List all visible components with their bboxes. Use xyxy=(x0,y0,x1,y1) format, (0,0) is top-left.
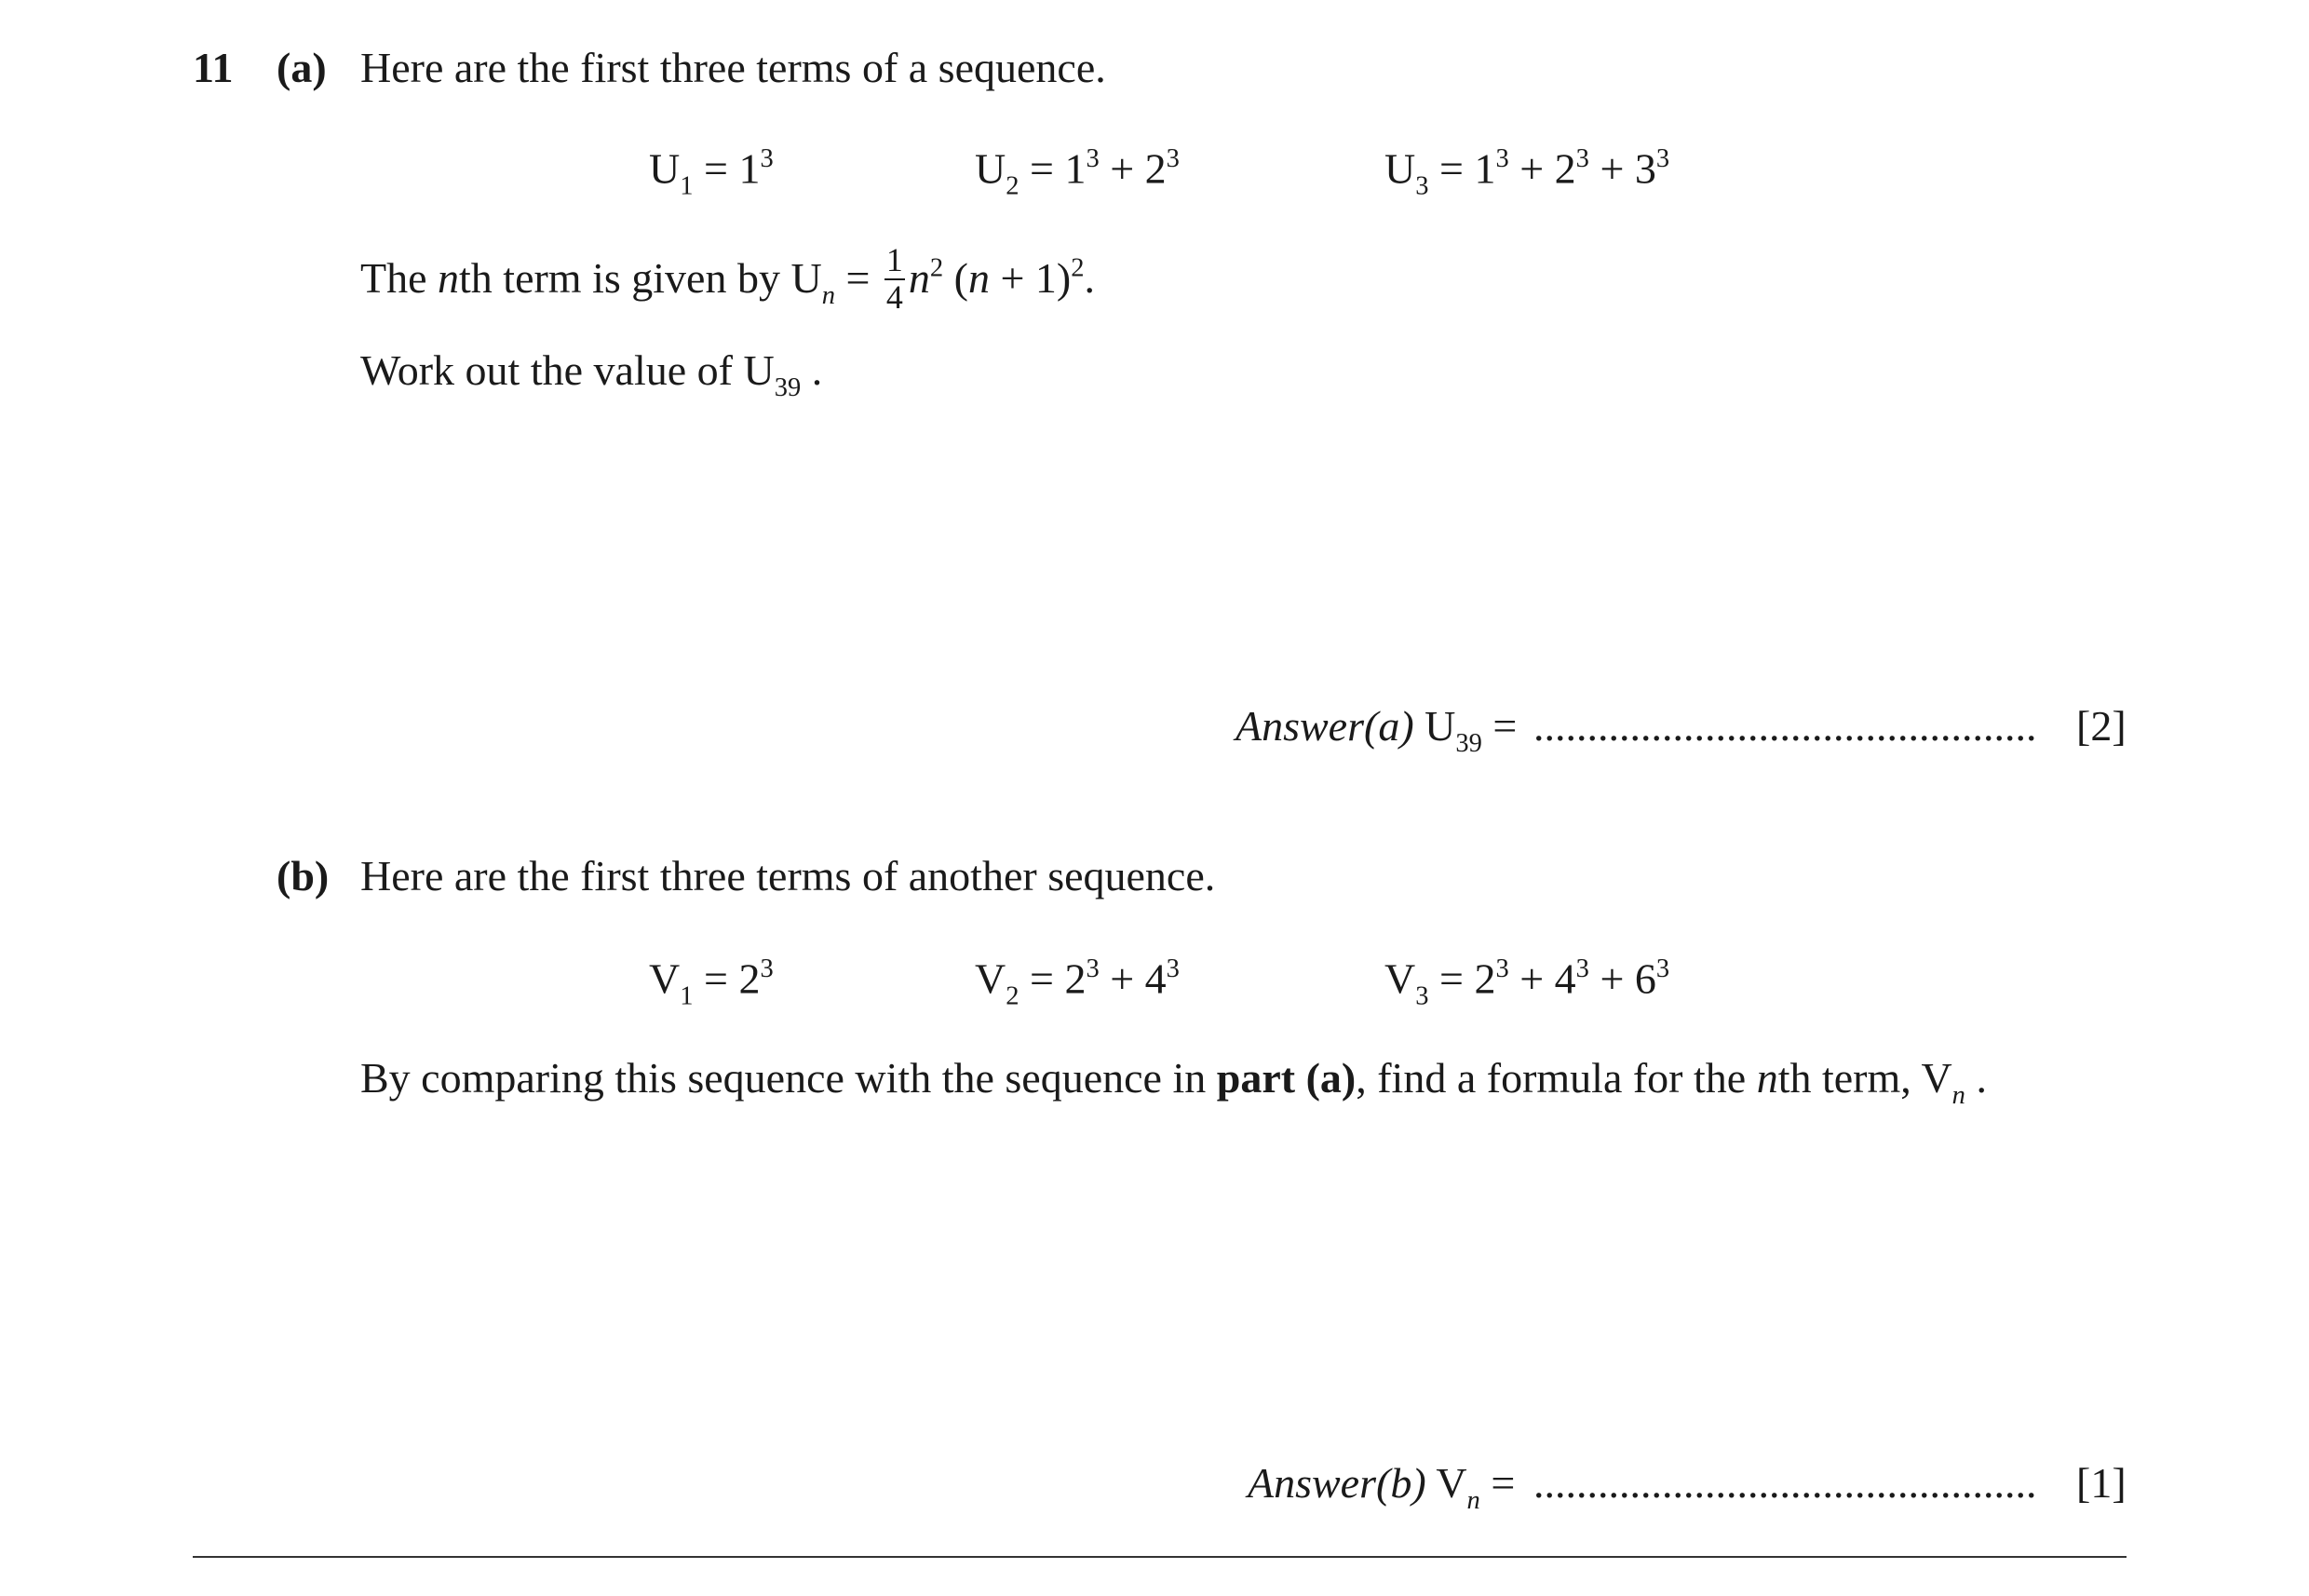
term-v1: $V_1 = 2^3$ xyxy=(649,954,774,1011)
term-u3: $U_3 = 1^3 + 2^3 + 3^3$ xyxy=(1384,144,1670,201)
answer-a-field[interactable]: ............................................... xyxy=(1533,702,2037,750)
fraction-one-quarter: $\frac{1}{4}$ xyxy=(885,241,903,316)
question-number: 11 xyxy=(193,44,234,91)
term-v2: $V_2 = 2^3 + 4^3$ xyxy=(975,954,1180,1011)
answer-b-label: Answer(b) $V_n$ = xyxy=(1248,1459,1516,1515)
part-a-label: (a) xyxy=(277,44,327,91)
nth-term-formula: The nth term is given by $U_n$ = $\frac{1}{4}$ $n^2$ $(n + 1)^2$. xyxy=(360,241,1095,316)
part-a-intro: Here are the first three terms of a sequence. xyxy=(360,44,1106,91)
bottom-divider xyxy=(193,1556,2127,1558)
part-b-label: (b) xyxy=(277,852,330,899)
part-a-instruction: Work out the value of $U_{39}$ . xyxy=(360,346,823,402)
answer-b-field[interactable]: ............................................... xyxy=(1533,1459,2037,1507)
term-u1: $U_1 = 1^3$ xyxy=(649,144,774,201)
answer-a-label: Answer(a) $U_{39}$ = xyxy=(1236,702,1518,758)
term-v3: $V_3 = 2^3 + 4^3 + 6^3$ xyxy=(1384,954,1670,1011)
part-b-intro: Here are the first three terms of another sequence. xyxy=(360,852,1216,899)
part-b-marks: [1] xyxy=(2076,1459,2127,1507)
part-b-instruction: By comparing this sequence with the sequence in part (a), find a formula for the nth term, $V_n$ . xyxy=(360,1054,1987,1110)
term-u2: $U_2 = 1^3 + 2^3$ xyxy=(975,144,1180,201)
part-a-marks: [2] xyxy=(2076,702,2127,750)
